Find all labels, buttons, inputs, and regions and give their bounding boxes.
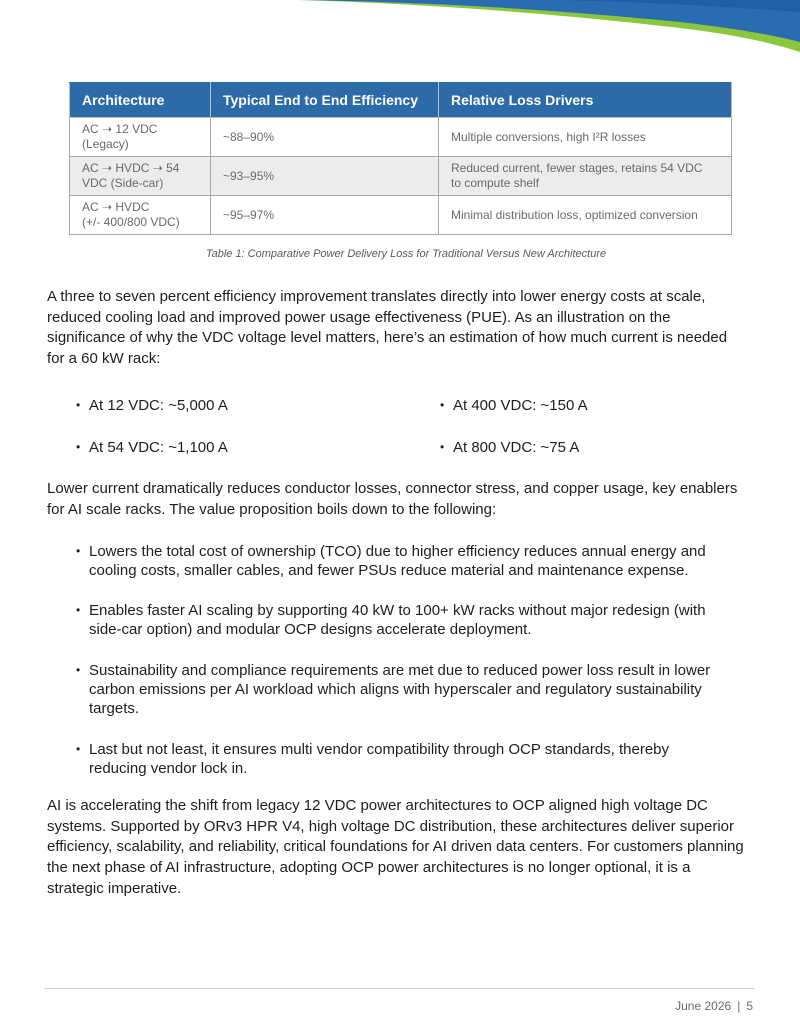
architecture-cell [70, 196, 211, 235]
loss-drivers-cell [439, 196, 732, 235]
loss-drivers-line: to compute shelf [451, 176, 540, 190]
table-row [70, 118, 732, 157]
bullet-dot-icon: • [440, 440, 445, 454]
intro-paragraph: A three to seven percent efficiency improvement translates directly into lower energy costs at scale, reduced cooling load and improved power usage effectiveness (PUE). As an illustration on the significance of why the VDC voltage level matters, here’s an estimation of how much current is needed for a 60 kW rack: [47, 288, 728, 368]
current-estimate-item: • At 54 VDC: ~1,100 A [76, 439, 228, 456]
architecture-cell [70, 157, 211, 196]
page-footer [675, 999, 753, 1013]
table-caption: Table 1: Comparative Power Delivery Loss for Traditional Versus New Architecture [205, 248, 607, 260]
footer-separator: | [737, 999, 741, 1013]
architecture-cell [70, 118, 211, 157]
table-header-row [70, 83, 732, 118]
efficiency-cell: ~88–90% [211, 118, 439, 157]
architecture-line: (Legacy) [82, 137, 129, 151]
loss-drivers-cell [439, 157, 732, 196]
architecture-line: AC ➝ 12 VDC [82, 122, 158, 136]
value-bullet-item: • Sustainability and compliance requirements are met due to reduced power loss result in lower carbon emissions per AI workload which aligns with hyperscaler and regulatory sustainability targets. [76, 662, 711, 717]
efficiency-cell: ~93–95% [211, 157, 439, 196]
table-row [70, 157, 732, 196]
architecture-line: (+/- 400/800 VDC) [82, 215, 180, 229]
footer-divider [44, 988, 755, 989]
column-header-architecture: Architecture [70, 83, 211, 118]
conclusion-paragraph: AI is accelerating the shift from legacy 12 VDC power architectures to OCP aligned high voltage DC systems. Supported by ORv3 HPR V4, high voltage DC distribution, these architectures deliver superior efficiency, scalability, and reliability, critical foundations for AI driven data centers. For customers planning the next phase of AI infrastructure, adopting OCP power architectures is no longer optional, it is a strategic imperative. [47, 797, 744, 897]
bullet-dot-icon: • [76, 663, 81, 677]
page-number: 5 [746, 999, 753, 1013]
header-swoosh-graphic [0, 0, 800, 62]
column-header-efficiency: Typical End to End Efficiency [211, 83, 439, 118]
loss-drivers-cell [439, 118, 732, 157]
value-bullet-item: • Enables faster AI scaling by supporting 40 kW to 100+ kW racks without major redesign (with side-car option) and modular OCP designs accelerate deployment. [76, 602, 706, 638]
current-estimate-item: • At 12 VDC: ~5,000 A [76, 397, 228, 414]
architecture-line: VDC (Side-car) [82, 176, 164, 190]
footer-date: June 2026 [675, 999, 732, 1013]
value-bullet-item: • Lowers the total cost of ownership (TCO) due to higher efficiency reduces annual energy and cooling costs, smaller cables, and fewer PSUs reduce material and maintenance expense. [76, 543, 706, 579]
bullet-dot-icon: • [76, 398, 81, 412]
loss-drivers-line: Multiple conversions, high I²R losses [451, 129, 646, 144]
bullet-dot-icon: • [76, 440, 81, 454]
current-paragraph: Lower current dramatically reduces conductor losses, connector stress, and copper usage, key enablers for AI scale racks. The value proposition boils down to the following: [47, 480, 738, 518]
current-estimate-item: • At 800 VDC: ~75 A [440, 439, 580, 456]
bullet-dot-icon: • [76, 742, 81, 756]
bullet-dot-icon: • [440, 398, 445, 412]
power-loss-table [69, 82, 732, 235]
loss-drivers-line: Reduced current, fewer stages, retains 54 VDC [451, 161, 703, 175]
efficiency-cell: ~95–97% [211, 196, 439, 235]
loss-drivers-line: Minimal distribution loss, optimized conversion [451, 207, 698, 222]
column-header-loss-drivers: Relative Loss Drivers [439, 83, 732, 118]
value-bullet-item: • Last but not least, it ensures multi vendor compatibility through OCP standards, thereby reducing vendor lock in. [76, 741, 670, 777]
bullet-dot-icon: • [76, 603, 81, 617]
current-estimate-item: • At 400 VDC: ~150 A [440, 397, 588, 414]
architecture-line: AC ➝ HVDC ➝ 54 [82, 161, 180, 175]
architecture-line: AC ➝ HVDC [82, 200, 150, 214]
table-row [70, 196, 732, 235]
bullet-dot-icon: • [76, 544, 81, 558]
